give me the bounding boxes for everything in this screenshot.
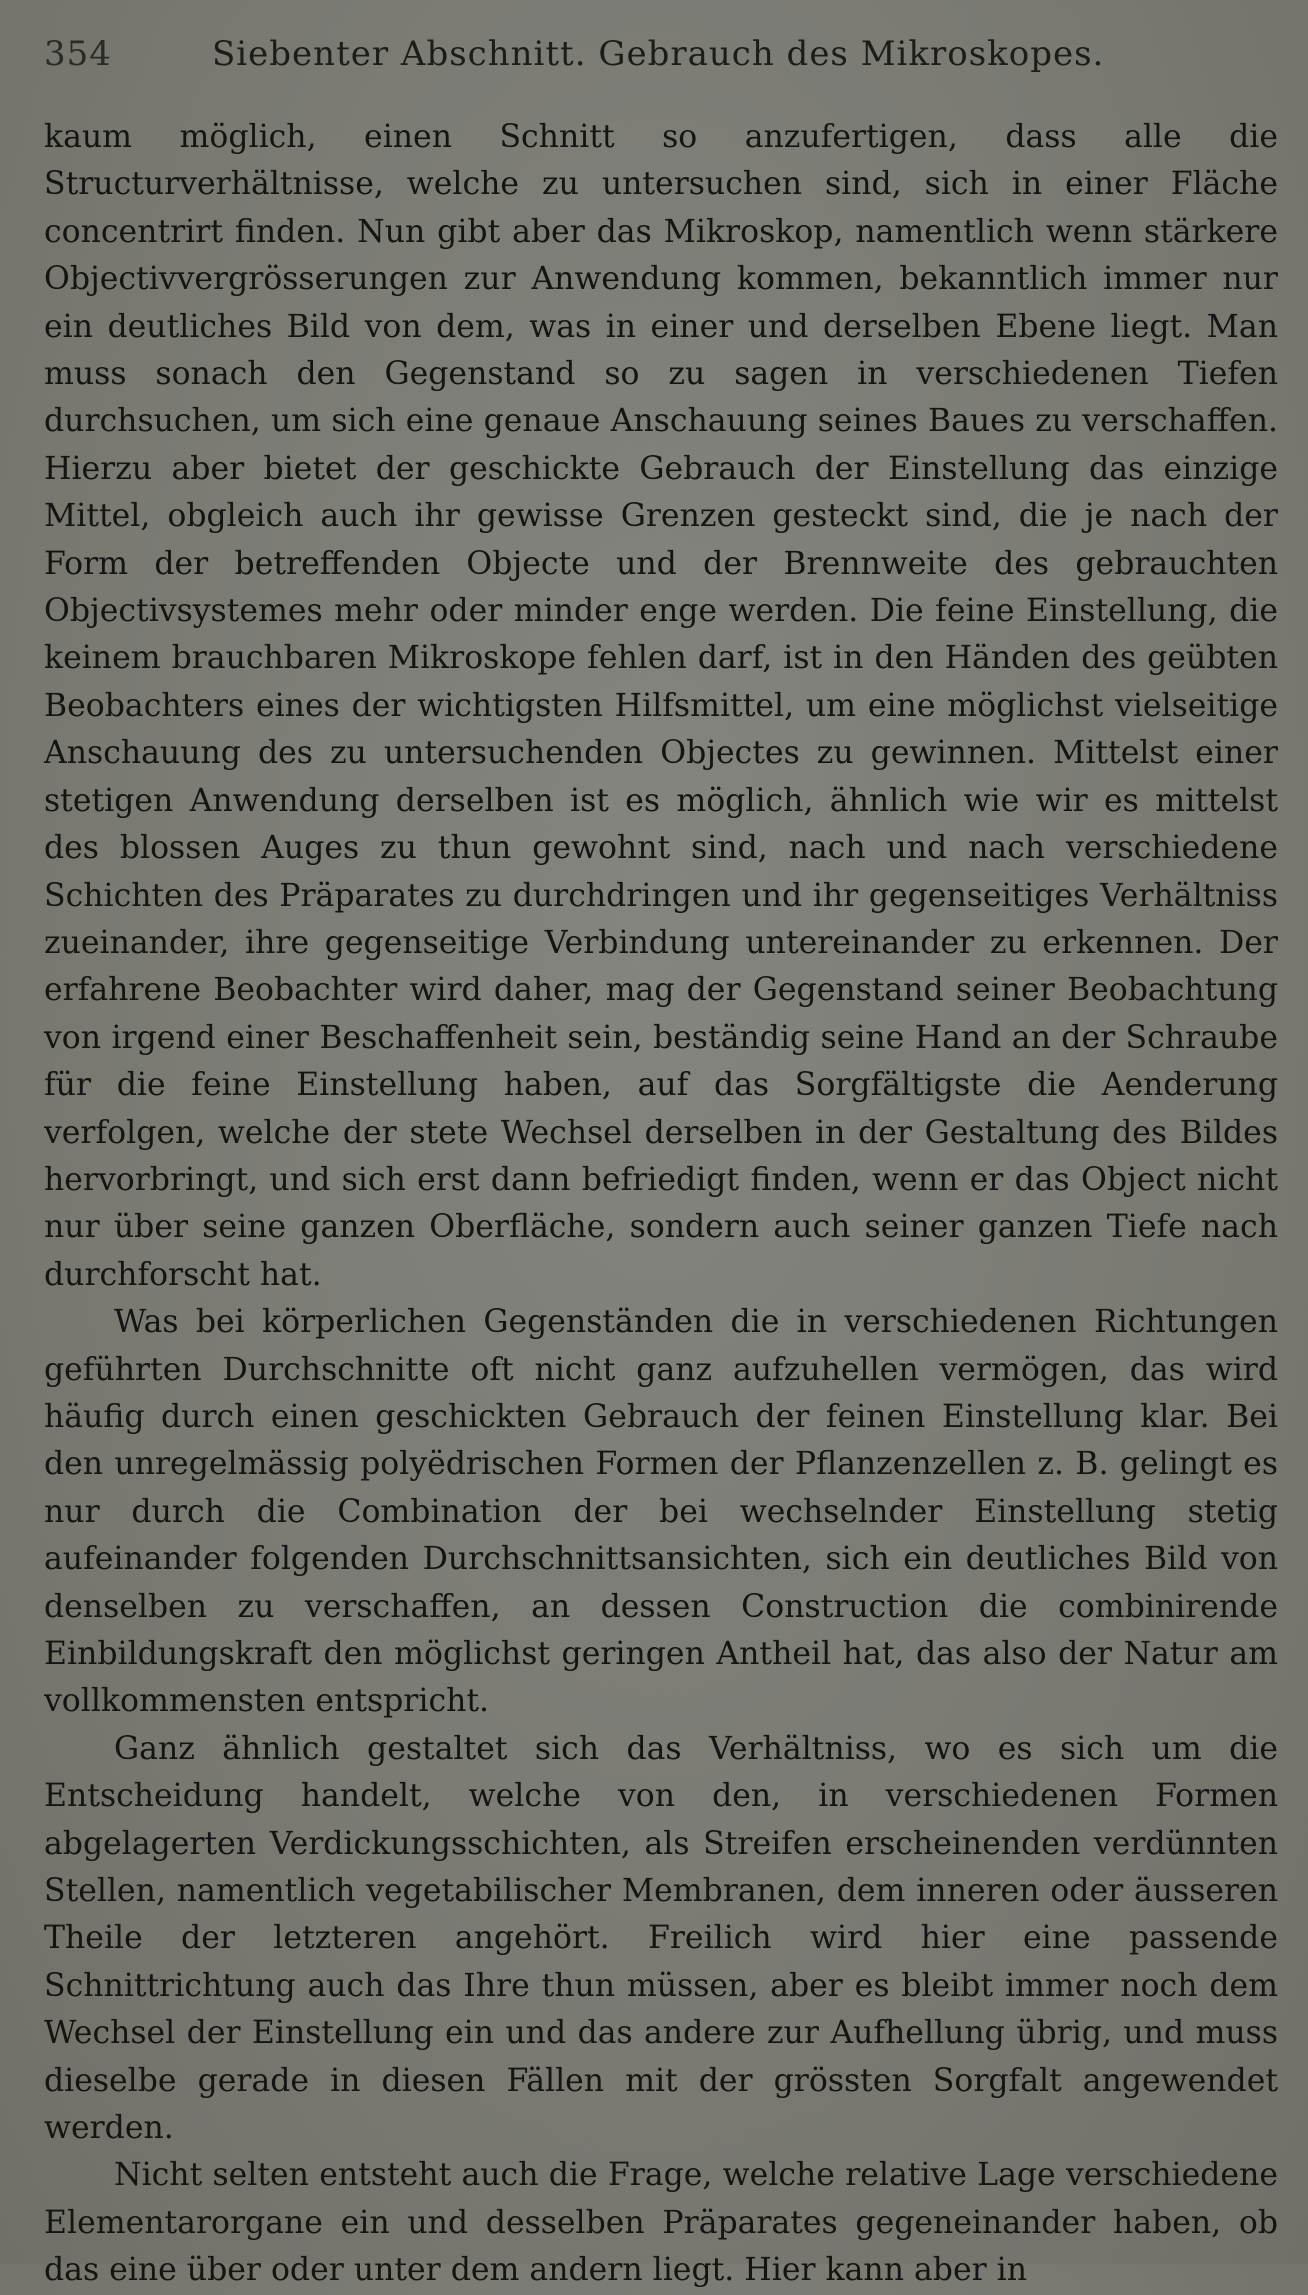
- paragraph: Was bei körperlichen Gegenständen die in verschiedenen Richtungen geführten Durchschnitte oft nicht ganz aufzuhellen vermögen, das wird häufig durch einen geschickten Gebrauch der feinen Einstellung klar. Bei den unregelmässig polyëdrischen Formen der Pflanzenzellen z. B. gelingt es nur durch die Combination der bei wechselnder Einstellung stetig aufeinander folgenden Durchschnittsansichten, sich ein deutliches Bild von denselben zu verschaffen, an dessen Construction die combinirende Einbildungskraft den möglichst geringen Antheil hat, das also der Natur am vollkommensten entspricht.: [44, 1304, 1278, 1720]
- running-title: Siebenter Abschnitt. Gebrauch des Mikroskopes.: [212, 34, 1105, 74]
- paragraph: kaum möglich, einen Schnitt so anzufertigen, dass alle die Structurverhältnisse, welche zu untersuchen sind, sich in einer Fläche concentrirt finden. Nun gibt aber das Mikroskop, namentlich wenn stärkere Objectivvergrösserungen zur Anwendung kommen, bekanntlich immer nur ein deutliches Bild von dem, was in einer und derselben Ebene liegt. Man muss sonach den Gegenstand so zu sagen in verschiedenen Tiefen durchsuchen, um sich eine genaue Anschauung seines Baues zu verschaffen. Hierzu aber bietet der geschickte Gebrauch der Einstellung das einzige Mittel, obgleich auch ihr gewisse Grenzen gesteckt sind, die je nach der Form der betreffenden Objecte und der Brennweite des gebrauchten Objectivsystemes mehr oder minder enge werden. Die feine Einstellung, die keinem brauchbaren Mikroskope fehlen darf, ist in den Händen des geübten Beobachters eines der wichtigsten Hilfsmittel, um eine möglichst vielseitige Anschauung des zu untersuchenden Objectes zu gewinnen. Mittelst einer stetigen Anwendung derselben ist es möglich, ähnlich wie wir es mittelst des blossen Auges zu thun gewohnt sind, nach und nach verschiedene Schichten des Präparates zu durchdringen und ihr gegenseitiges Verhältniss zueinander, ihre gegenseitige Verbindung untereinander zu erkennen. Der erfahrene Beobachter wird daher, mag der Gegenstand seiner Beobachtung von irgend einer Beschaffenheit sein, beständig seine Hand an der Schraube für die feine Einstellung haben, auf das Sorgfältigste die Aenderung verfolgen, welche der stete Wechsel derselben in der Gestaltung des Bildes hervorbringt, und sich erst dann befriedigt finden, wenn er das Object nicht nur über seine ganzen Oberfläche, sondern auch seiner ganzen Tiefe nach durchforscht hat.: [44, 119, 1278, 1293]
- running-head: [44, 34, 1278, 94]
- page-number: 354: [44, 34, 112, 74]
- paragraph: Ganz ähnlich gestaltet sich das Verhältniss, wo es sich um die Entscheidung handelt, welche von den, in verschiedenen Formen abgelagerten Verdickungsschichten, als Streifen erscheinenden verdünnten Stellen, namentlich vegetabilischer Membranen, dem inneren oder äusseren Theile der letzteren angehört. Freilich wird hier eine passende Schnittrichtung auch das Ihre thun müssen, aber es bleibt immer noch dem Wechsel der Einstellung ein und das andere zur Aufhellung übrig, und muss dieselbe gerade in diesen Fällen mit der grössten Sorgfalt angewendet werden.: [44, 1730, 1278, 2147]
- paragraph: Nicht selten entsteht auch die Frage, welche relative Lage verschiedene Elementarorgane ein und desselben Präparates gegeneinander haben, ob das eine über oder unter dem andern liegt. Hier kann aber in: [44, 2157, 1278, 2289]
- body-text: [44, 114, 1278, 2295]
